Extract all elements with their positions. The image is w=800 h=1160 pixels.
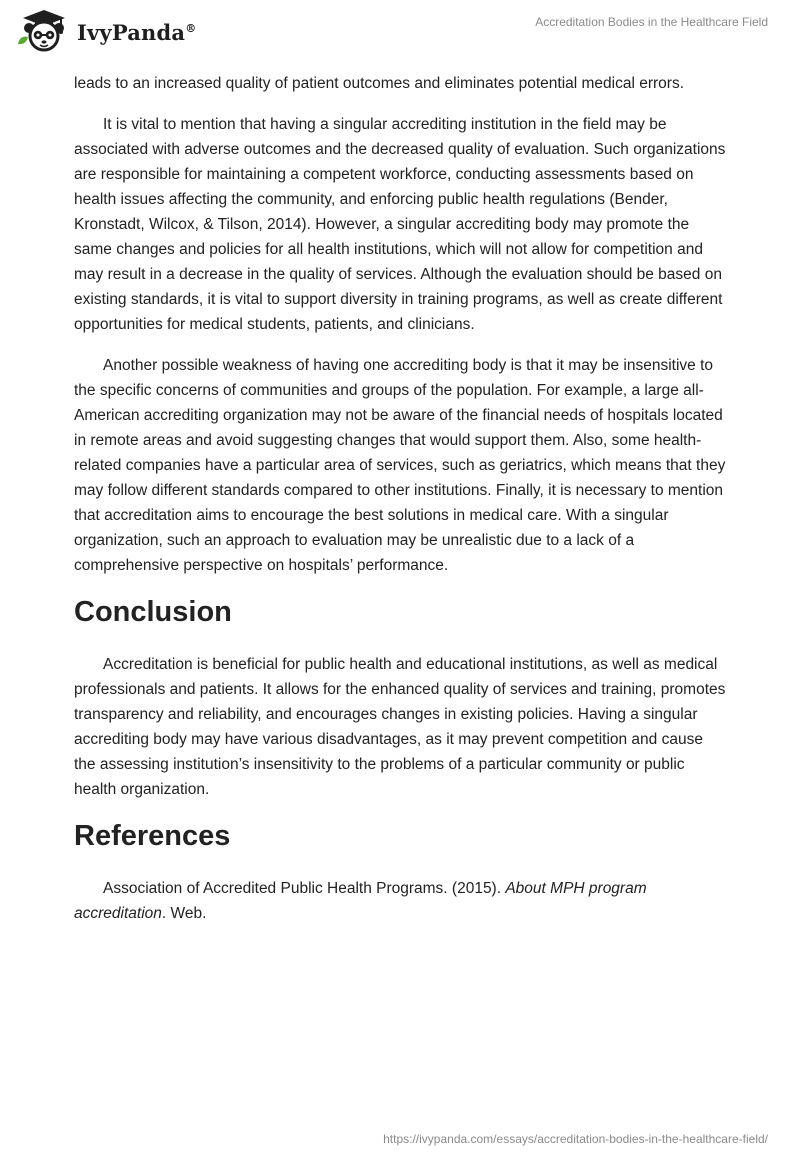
references-heading: References xyxy=(74,820,231,852)
body-paragraph: Another possible weakness of having one accrediting body is that it may be insensitive to the specific concerns of communities and groups of the population. For example, a large all-American accrediting organization may not be aware of the financial needs of hospitals located in remote areas and avoid suggesting changes that would support them. Also, some health-related companies have a particular area of services, such as geriatrics, which means that they may follow different standards compared to other institutions. Finally, it is necessary to mention that accreditation aims to encourage the best solutions in medical care. With a singular organization, such an approach to evaluation may be unrealistic due to a lack of a comprehensive perspective on hospitals’ performance. xyxy=(74,357,726,574)
source-url[interactable]: https://ivypanda.com/essays/accreditation-bodies-in-the-healthcare-field/ xyxy=(383,1132,768,1146)
panda-graduate-logo-icon xyxy=(14,7,74,53)
reference-title: About MPH program accreditation xyxy=(74,880,647,922)
reference-entry xyxy=(74,876,726,926)
conclusion-heading: Conclusion xyxy=(74,596,232,628)
brand-name: IvyPanda® xyxy=(77,20,197,45)
reference-author-year: Association of Accredited Public Health Programs. (2015). xyxy=(103,880,506,897)
brand-logo[interactable] xyxy=(14,7,197,53)
document-title: Accreditation Bodies in the Healthcare Field xyxy=(535,15,768,29)
page-header xyxy=(0,0,800,62)
body-paragraph: It is vital to mention that having a singular accrediting institution in the field may be associated with adverse outcomes and the decreased quality of evaluation. Such organizations are responsible for maintaining a competent workforce, conducting assessments based on health issues affecting the community, and enforcing public health regulations (Bender, Kronstadt, Wilcox, & Tilson, 2014). However, a singular accrediting body may promote the same changes and policies for all health institutions, which will not allow for competition and may result in a decrease in the quality of services. Although the evaluation should be based on existing standards, it is vital to support diversity in training programs, as well as create different opportunities for medical students, patients, and clinicians. xyxy=(74,116,726,333)
reference-suffix: . Web. xyxy=(161,905,207,922)
registered-mark: ® xyxy=(185,22,197,35)
body-paragraph: leads to an increased quality of patient outcomes and eliminates potential medical errors. xyxy=(74,75,685,92)
conclusion-paragraph: Accreditation is beneficial for public health and educational institutions, as well as medical professionals and patients. It allows for the enhanced quality of services and training, promotes transparency and reliability, and encourages changes in existing policies. Having a singular accrediting body may have various disadvantages, as it may prevent competition and cause the assessing institution’s insensitivity to the problems of a particular community or public health organization. xyxy=(74,656,726,798)
essay-content xyxy=(74,71,726,942)
